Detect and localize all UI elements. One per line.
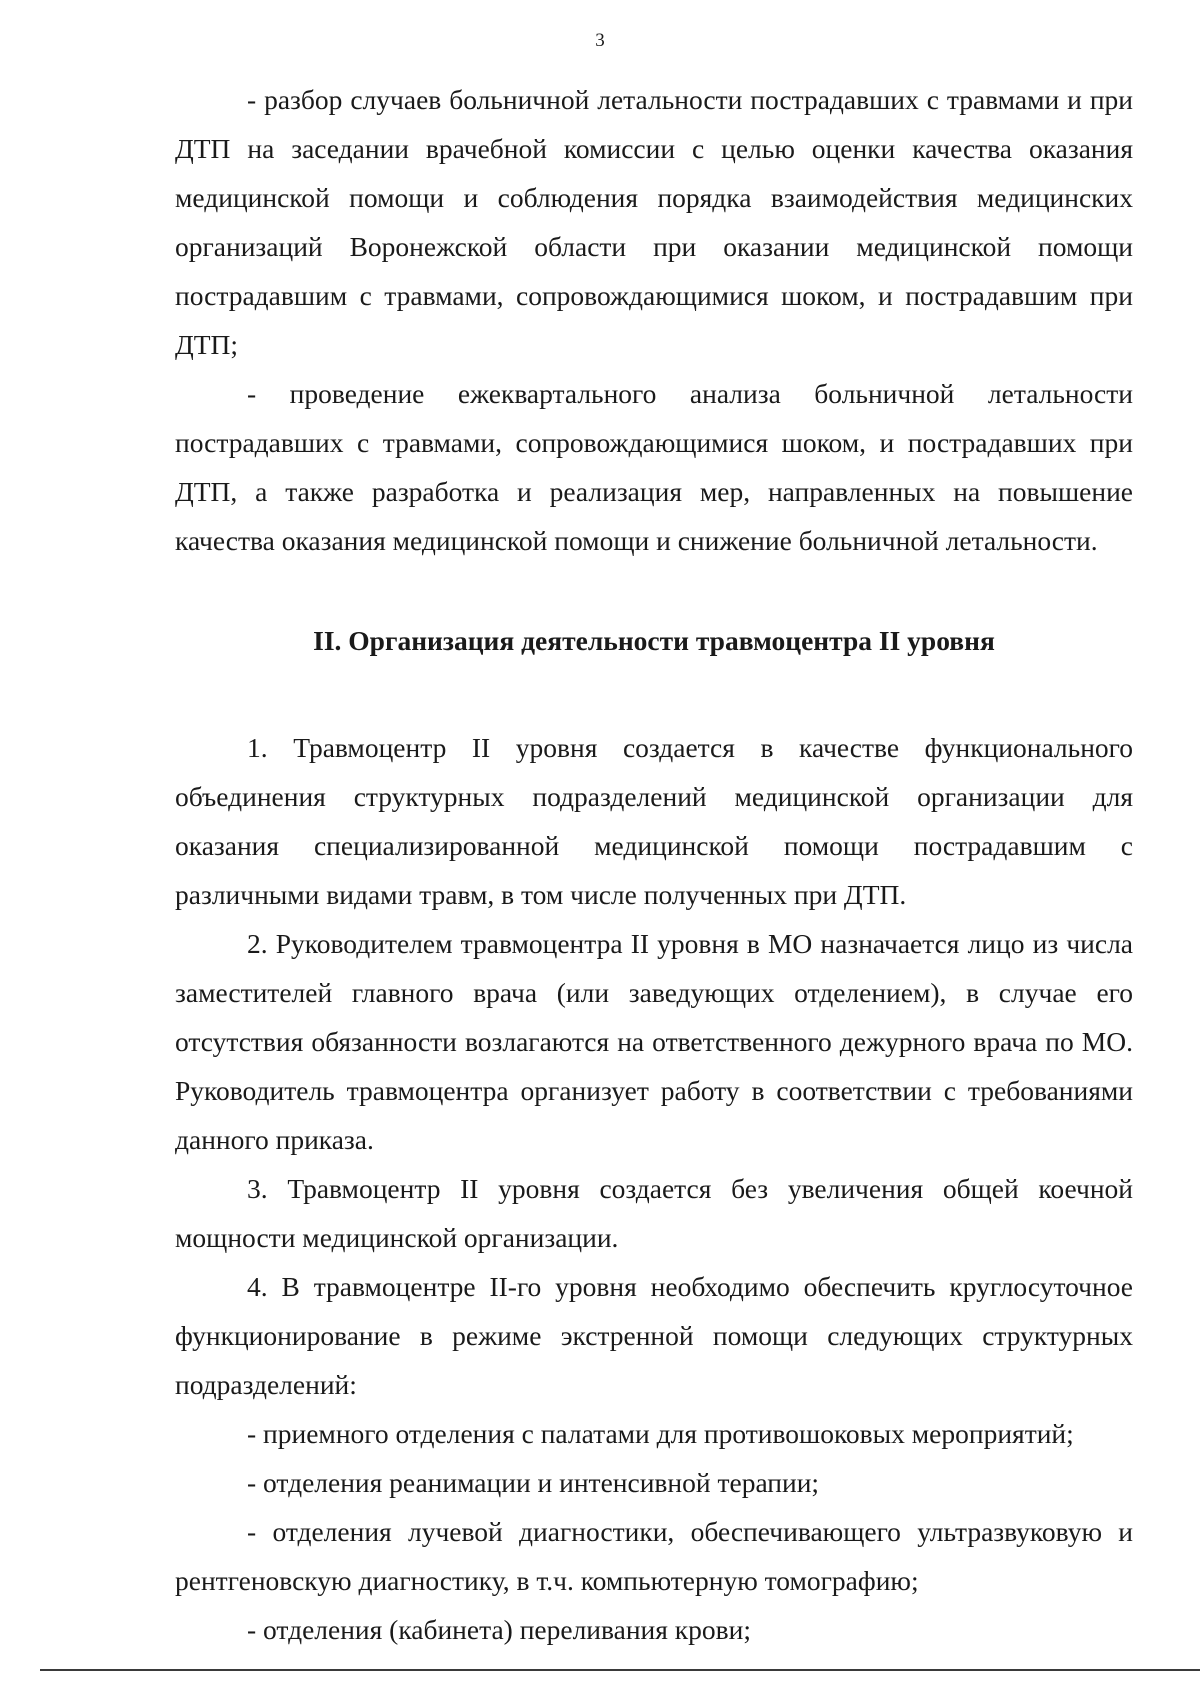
section-paragraph: 3. Травмоцентр II уровня создается без увеличения общей коечной мощности медицинской организации. <box>175 1173 1133 1253</box>
section-paragraph: 1. Травмоцентр II уровня создается в качестве функционального объединения структурных подразделений медицинской организации для оказания специализированной медицинской помощи пострадавшим с различными видами травм, в том числе полученных при ДТП. <box>175 732 1133 910</box>
intro-item: - разбор случаев больничной летальности пострадавших с травмами и при ДТП на заседании врачебной комиссии с целью оценки качества оказания медицинской помощи и соблюдения порядка взаимодействия медицинских организаций Воронежской области при оказании медицинской помощи пострадавшим с травмами, сопровождающимися шоком, и пострадавшим при ДТП; <box>175 84 1133 360</box>
unit-list-item: - приемного отделения с палатами для противошоковых мероприятий; <box>247 1418 1074 1449</box>
section-paragraph: 2. Руководителем травмоцентра II уровня в МО назначается лицо из числа заместителей главного врача (или заведующих отделением), в случае его отсутствия обязанности возлагаются на ответственного дежурного врача по МО. Руководитель травмоцентра организует работу в соответствии с требованиями данного приказа. <box>175 928 1133 1155</box>
page-bottom-rule <box>40 1669 1200 1671</box>
page-number: 3 <box>595 30 605 51</box>
document-body <box>175 75 1133 1654</box>
unit-list-item: - отделения реанимации и интенсивной терапии; <box>247 1467 820 1498</box>
section-paragraph: 4. В травмоцентре II-го уровня необходимо обеспечить круглосуточное функционирование в режиме экстренной помощи следующих структурных подразделений: <box>175 1271 1133 1400</box>
unit-list-item: - отделения лучевой диагностики, обеспечивающего ультразвуковую и рентгеновскую диагностику, в т.ч. компьютерную томографию; <box>175 1516 1133 1596</box>
unit-list-item: - отделения (кабинета) переливания крови; <box>247 1614 751 1645</box>
section-heading: II. Организация деятельности травмоцентра II уровня <box>313 625 995 656</box>
intro-item: - проведение ежеквартального анализа больничной летальности пострадавших с травмами, сопровождающимися шоком, и пострадавших при ДТП, а также разработка и реализация мер, направленных на повышение качества оказания медицинской помощи и снижение больничной летальности. <box>175 378 1133 556</box>
